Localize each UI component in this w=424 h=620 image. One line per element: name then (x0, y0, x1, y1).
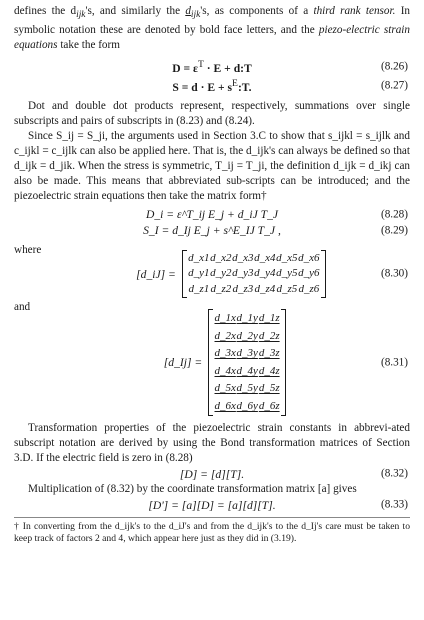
eq-829-body: S_I = d_Ij E_j + s^E_IJ T_J , (143, 224, 281, 238)
matrix-cell: d_x1 (188, 251, 210, 264)
footnote: † In converting from the d_ijk's to the d_iJ's and from the d_ijk's to the d_Ij's care must be taken to keep track of factors 2 and 4, which appear here just as they did in (3.19). (14, 521, 410, 545)
intro-text-5: take the form (60, 39, 120, 52)
eq-828-number: (8.28) (380, 208, 408, 221)
matrix-830 (182, 250, 326, 299)
matrix-cell: d_x5 (276, 251, 298, 264)
matrix-cell: d_4x (214, 364, 236, 377)
intro-paragraph (14, 4, 410, 53)
since-paragraph: Since S_ij = S_ji, the arguments used in Section 3.C to show that s_ijkl = s_ijlk and c_ijkl = c_ijlk can also be applied here. That is, the d_ijk's can always be defined so that d_ijk = d_jik. When the stress is symmetric, T_ij = T_ji, the definition d_ijk = d_ikj can also be made. This means that abbreviated sub-scripts can be introduced; and the piezoelectric strain equations then take the matrix form† (14, 129, 410, 202)
eq-828-body: D_i = ε^T_ij E_j + d_iJ T_J (145, 208, 279, 222)
intro-text-2: 's, and similarly the (85, 5, 181, 17)
eq-831-number: (8.31) (380, 356, 408, 369)
matrix-cell: d_x4 (254, 251, 276, 264)
and-label: and (14, 301, 31, 314)
eq-832-body: [D] = [d][T]. (179, 467, 245, 481)
eq-826-lhs: D = ε (172, 62, 198, 76)
eq-833-body: [D'] = [a][D] = [a][d][T]. (148, 498, 276, 512)
equation-8-27 (14, 76, 410, 95)
dot-paragraph: Dot and double dot products represent, respectively, summations over single subscripts and pairs of subscripts in (8.23) and (8.24). (14, 99, 410, 127)
eq-826-rhs: · E + d:T (203, 62, 252, 76)
intro-text-3: 's, as components of a (200, 5, 309, 17)
equation-8-31 (14, 309, 410, 416)
matrix-cell: d_4z (258, 364, 280, 377)
matrix-cell: d_z1 (188, 282, 210, 295)
matrix-cell: d_6y (236, 399, 258, 412)
equation-8-30 (14, 250, 410, 299)
footnote-rule (14, 517, 410, 518)
matrix-cell: d_3z (258, 347, 280, 360)
matrix-cell: d_z4 (254, 282, 276, 295)
matrix-cell: d_6z (258, 399, 280, 412)
eq-829-number: (8.29) (380, 224, 408, 237)
eq-827-lhs: S = d · E + s (172, 80, 233, 94)
equation-8-29 (14, 223, 410, 239)
matrix-cell: d_x3 (232, 251, 254, 264)
eq-827-sup: E (232, 78, 238, 90)
eq-833-number: (8.33) (380, 498, 408, 511)
matrix-cell: d_y6 (298, 267, 320, 280)
matrix-cell: d_5x (214, 382, 236, 395)
matrix-cell: d_1y (236, 312, 258, 325)
matrix-cell: d_2x (214, 329, 236, 342)
equation-8-26 (14, 57, 410, 76)
matrix-cell: d_z3 (232, 282, 254, 295)
equation-8-33 (14, 497, 410, 513)
eq-827-number: (8.27) (380, 79, 408, 92)
intro-sub-1: ijk (76, 10, 86, 21)
matrix-cell: d_z2 (210, 282, 232, 295)
equation-8-28 (14, 207, 410, 223)
transform-paragraph: Transformation properties of the piezoelectric strain constants in abbrevi-ated subscript notation are derived by using the Bond transformation matrices of Section 3.D. If the electric field is zero in (8.28) (14, 422, 410, 465)
matrix-830-label: [d_iJ] = (136, 267, 176, 281)
matrix-cell: d_5z (258, 382, 280, 395)
matrix-cell: d_2y (236, 329, 258, 342)
matrix-cell: d_4y (236, 364, 258, 377)
matrix-cell: d_3y (236, 347, 258, 360)
matrix-cell: d_5y (236, 382, 258, 395)
matrix-cell: d_y4 (254, 267, 276, 280)
mult-paragraph: Multiplication of (8.32) by the coordinate transformation matrix [a] gives (28, 483, 357, 496)
eq-827-rhs: :T. (237, 80, 252, 94)
matrix-cell: d_1z (258, 312, 280, 325)
matrix-831 (208, 309, 286, 416)
matrix-cell: d_z5 (276, 282, 298, 295)
eq-826-number: (8.26) (380, 60, 408, 73)
third-rank-phrase: third rank tensor. (313, 5, 396, 17)
matrix-cell: d_y5 (276, 267, 298, 280)
matrix-cell: d_y2 (210, 267, 232, 280)
piezo-phrase: piezo-electric strain equations (14, 24, 411, 52)
matrix-cell: d_z6 (298, 282, 320, 295)
matrix-cell: d_x2 (210, 251, 232, 264)
intro-text-1: defines the d (14, 5, 77, 17)
eq-826-sup: T (197, 59, 204, 71)
eq-830-number: (8.30) (380, 267, 408, 280)
matrix-cell: d_1x (214, 312, 236, 325)
matrix-cell: d_3x (214, 347, 236, 360)
matrix-cell: d_y1 (188, 267, 210, 280)
matrix-831-label: [d_Ij] = (163, 356, 203, 370)
matrix-cell: d_y3 (232, 267, 254, 280)
intro-dijk-underlined: $d_{ijk}$ (185, 5, 201, 21)
equation-8-32 (14, 466, 410, 482)
matrix-cell: d_2z (258, 329, 280, 342)
matrix-cell: d_x6 (298, 251, 320, 264)
matrix-cell: d_6x (214, 399, 236, 412)
where-label: where (14, 243, 42, 256)
intro-text-4: In symbolic notation these are denoted by bold face letters, and the (14, 5, 411, 37)
eq-832-number: (8.32) (380, 467, 408, 480)
